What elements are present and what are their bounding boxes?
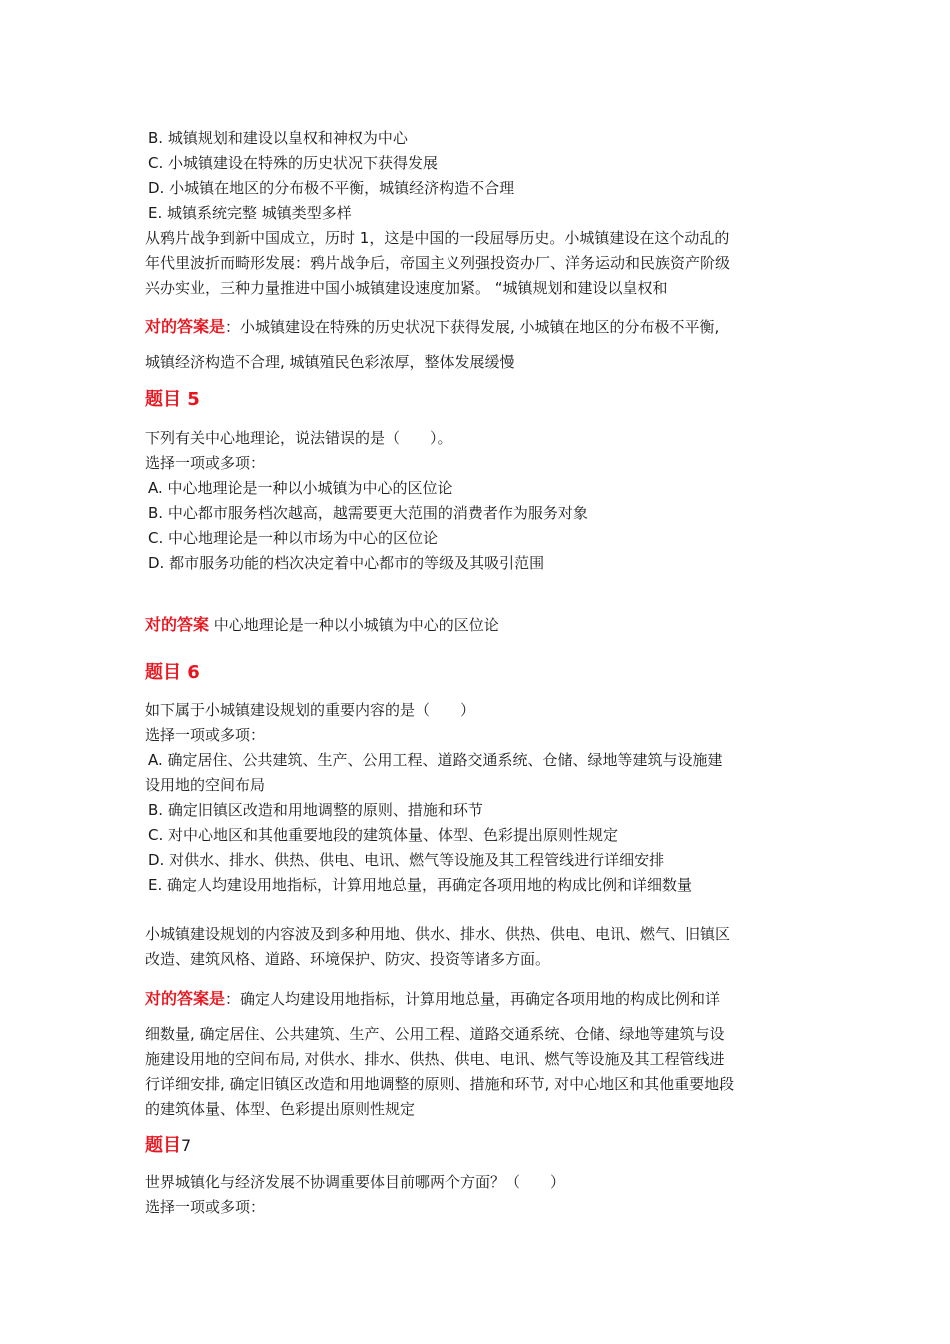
- option-a: A. 确定居住、公共建筑、生产、公用工程、道路交通系统、仓储、绿地等建筑与设施建: [148, 751, 723, 769]
- choice-prompt: 选择一项或多项：: [145, 726, 266, 744]
- q4-options: [148, 126, 514, 226]
- answer-text: 细数量, 确定居住、公共建筑、生产、公用工程、道路交通系统、仓储、绿地等建筑与设: [145, 1025, 725, 1043]
- option-b: B. 确定旧镇区改造和用地调整的原则、措施和环节: [148, 801, 483, 819]
- q6-explanation: [145, 922, 730, 972]
- option-d: D. 对供水、排水、供热、供电、电讯、燃气等设施及其工程管线进行详细安排: [148, 851, 665, 869]
- answer-text: ：确定人均建设用地指标，计算用地总量，再确定各项用地的构成比例和详: [225, 990, 721, 1008]
- option-d: D. 都市服务功能的档次决定着中心都市的等级及其吸引范围: [148, 554, 545, 572]
- answer-text: 中心地理论是一种以小城镇为中心的区位论: [209, 616, 499, 634]
- q6-answer: [145, 986, 720, 1012]
- option-a: A. 中心地理论是一种以小城镇为中心的区位论: [148, 479, 453, 497]
- question-title: 题目 6: [145, 662, 200, 683]
- question-title: 题目 5: [145, 389, 200, 410]
- question-title-label: 题目: [145, 1135, 181, 1156]
- choice-prompt: 选择一项或多项：: [145, 454, 266, 472]
- option-c: C. 中心地理论是一种以市场为中心的区位论: [148, 529, 439, 547]
- q6-answer-cont: [145, 1022, 734, 1122]
- explanation-line: 小城镇建设规划的内容波及到多种用地、供水、排水、供热、供电、电讯、燃气、旧镇区: [145, 925, 731, 943]
- option-b: B. 城镇规划和建设以皇权和神权为中心: [148, 129, 408, 147]
- question-5: [145, 426, 588, 576]
- option-c: C. 对中心地区和其他重要地段的建筑体量、体型、色彩提出原则性规定: [148, 826, 619, 844]
- q4-explanation: [145, 226, 730, 301]
- answer-label: 对的答案是: [145, 317, 226, 336]
- option-d: D. 小城镇在地区的分布极不平衡，城镇经济构造不合理: [148, 179, 515, 197]
- question-6: [145, 698, 723, 898]
- choice-prompt: 选择一项或多项：: [145, 1198, 266, 1216]
- q5-answer: [145, 612, 499, 638]
- answer-text: 城镇经济构造不合理, 城镇殖民色彩浓厚，整体发展缓慢: [145, 353, 515, 371]
- explanation-line: 兴办实业，三种力量推进中国小城镇建设速度加紧。 “城镇规划和建设以皇权和: [145, 279, 668, 297]
- answer-text: 行详细安排, 确定旧镇区改造和用地调整的原则、措施和环节, 对中心地区和其他重要地段: [145, 1075, 735, 1093]
- explanation-line: 从鸦片战争到新中国成立，历时 1，这是中国的一段屈辱历史。小城镇建设在这个动乱的: [145, 229, 730, 247]
- option-e: E. 确定人均建设用地指标，计算用地总量，再确定各项用地的构成比例和详细数量: [148, 876, 693, 894]
- question-text: 世界城镇化与经济发展不协调重要体目前哪两个方面？（ ）: [145, 1173, 566, 1191]
- option-a-cont: 设用地的空间布局: [145, 776, 266, 794]
- question-title: [145, 1134, 191, 1158]
- answer-label: 对的答案是: [145, 989, 226, 1008]
- question-number: 7: [181, 1136, 192, 1155]
- option-b: B. 中心都市服务档次越高，越需要更大范围的消费者作为服务对象: [148, 504, 588, 522]
- q4-answer: [145, 314, 719, 340]
- q4-answer-cont: [145, 350, 515, 375]
- answer-label: 对的答案: [145, 615, 210, 634]
- option-e: E. 城镇系统完整 城镇类型多样: [148, 204, 352, 222]
- answer-text: ：小城镇建设在特殊的历史状况下获得发展, 小城镇在地区的分布极不平衡,: [225, 318, 720, 336]
- explanation-line: 年代里波折而畸形发展：鸦片战争后，帝国主义列强投资办厂、洋务运动和民族资产阶级: [145, 254, 731, 272]
- question-text: 下列有关中心地理论，说法错误的是（ ）。: [145, 429, 453, 447]
- question-7: [145, 1170, 565, 1220]
- question-text: 如下属于小城镇建设规划的重要内容的是（ ）: [145, 701, 476, 719]
- answer-text: 的建筑体量、体型、色彩提出原则性规定: [145, 1100, 416, 1118]
- option-c: C. 小城镇建设在特殊的历史状况下获得发展: [148, 154, 439, 172]
- answer-text: 施建设用地的空间布局, 对供水、排水、供热、供电、电讯、燃气等设施及其工程管线进: [145, 1050, 725, 1068]
- explanation-line: 改造、建筑风格、道路、环境保护、防灾、投资等诸多方面。: [145, 950, 551, 968]
